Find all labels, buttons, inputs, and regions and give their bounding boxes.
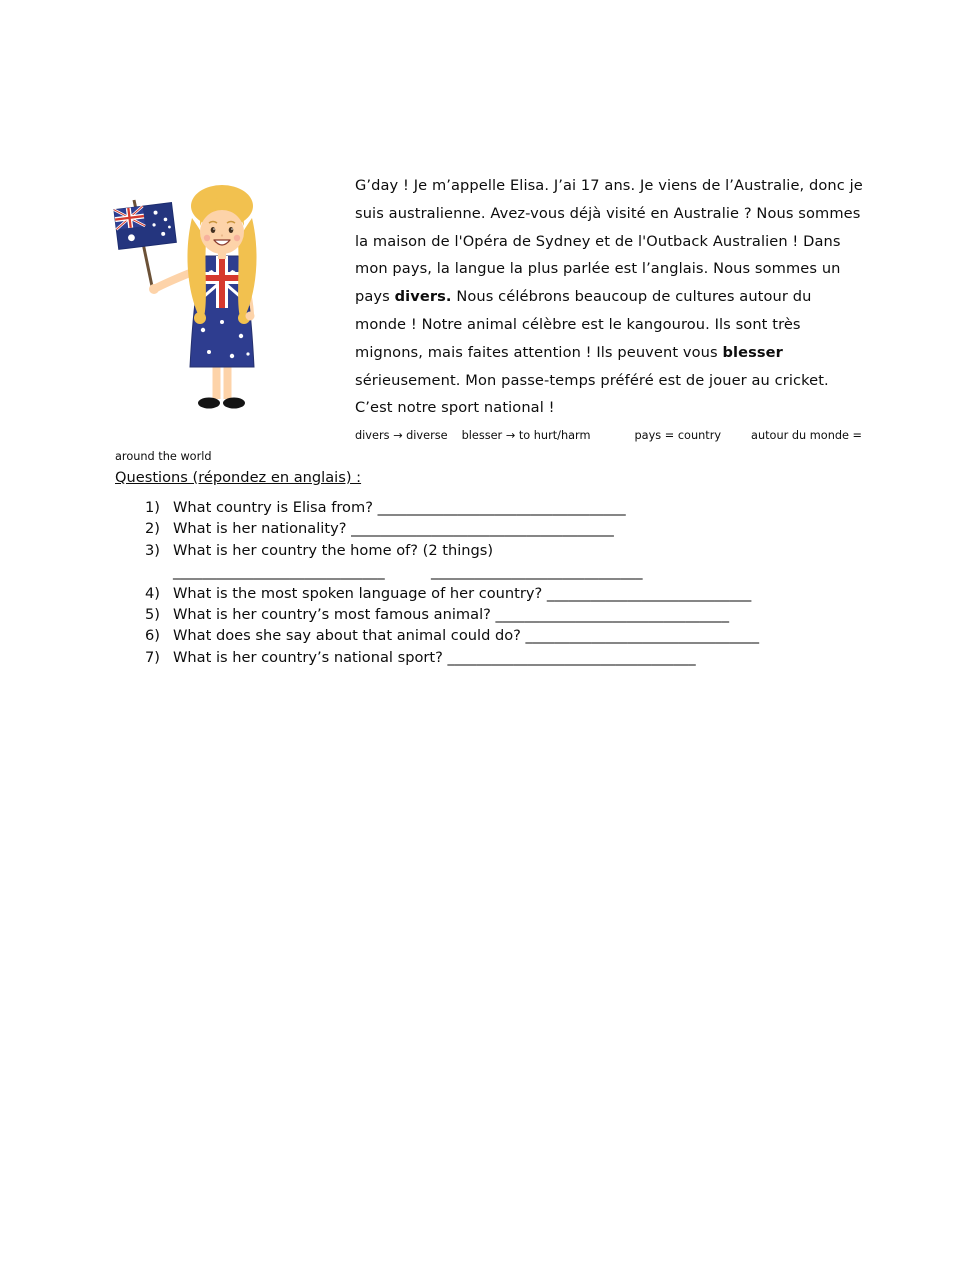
question-number: 5)	[145, 606, 160, 624]
bold-word-divers: divers.	[394, 288, 452, 306]
question-number: 3)	[145, 541, 160, 559]
question-row-1	[145, 497, 885, 518]
shoe-left	[198, 398, 220, 409]
question-number: 7)	[145, 648, 160, 666]
question-row-3	[145, 540, 885, 561]
paragraph-text-3: sérieusement. Mon passe-temps préféré est de jouer au cricket. C’est notre sport national !	[355, 371, 829, 417]
question-row-4	[145, 583, 885, 604]
question-number: 1)	[145, 499, 160, 516]
question-text: What is her country’s national sport? __________________________________	[173, 648, 696, 666]
question-number	[145, 561, 173, 582]
question-row-7	[145, 647, 885, 668]
vocab-pair-blesser: blesser → to hurt/harm	[461, 429, 591, 442]
question-row-2	[145, 518, 885, 539]
intro-paragraph	[355, 172, 870, 422]
vocab-notes-wrap: around the world	[115, 450, 212, 463]
question-row-3-blanks	[145, 561, 885, 582]
vocab-pair-divers: divers → diverse	[355, 429, 448, 442]
question-number: 2)	[145, 520, 160, 538]
question-text: What country is Elisa from? __________________________________	[173, 499, 626, 516]
vocab-pair-pays: pays = country	[634, 429, 722, 442]
question-text: What is her country’s most famous animal? ________________________________	[173, 606, 730, 624]
question-text: What is her country the home of? (2 things)	[173, 541, 494, 559]
question-row-6	[145, 625, 885, 646]
vocab-pair-autour: autour du monde =	[751, 429, 863, 442]
shoe-right	[223, 398, 245, 409]
question-number: 6)	[145, 627, 160, 645]
question-text: What does she say about that animal could do? ________________________________	[173, 627, 760, 645]
vocab-notes	[355, 429, 862, 442]
question-number: 4)	[145, 584, 160, 602]
question-text: What is the most spoken language of her country? ____________________________	[173, 584, 752, 602]
question-text: What is her nationality? ____________________________________	[173, 520, 614, 538]
australian-flag-icon	[114, 203, 176, 250]
elisa-illustration	[110, 160, 260, 418]
paragraph-text-1: G’day ! Je m’appelle Elisa. J’ai 17 ans. Je viens de l’Australie, donc je suis australienne. Avez-vous déjà visité en Australie ? Nous sommes la maison de l'Opéra de Sydney et de l'Outback Australien ! Dans mon pays, la langue la plus parlée est l’anglais. Nous sommes un pays	[355, 177, 863, 306]
hand-on-pole	[149, 284, 159, 294]
questions-title: Questions (répondez en anglais) :	[115, 469, 362, 486]
question-row-5	[145, 604, 885, 625]
paragraph-text-2: Nous célébrons beaucoup de cultures autour du monde ! Notre animal célèbre est le kangourou. Ils sont très mignons, mais faites attention ! Ils peuvent vous	[355, 288, 812, 361]
questions-list	[145, 497, 885, 668]
bold-word-blesser: blesser	[722, 343, 783, 361]
answer-blanks: _____________________________ _____________________________	[173, 563, 643, 581]
